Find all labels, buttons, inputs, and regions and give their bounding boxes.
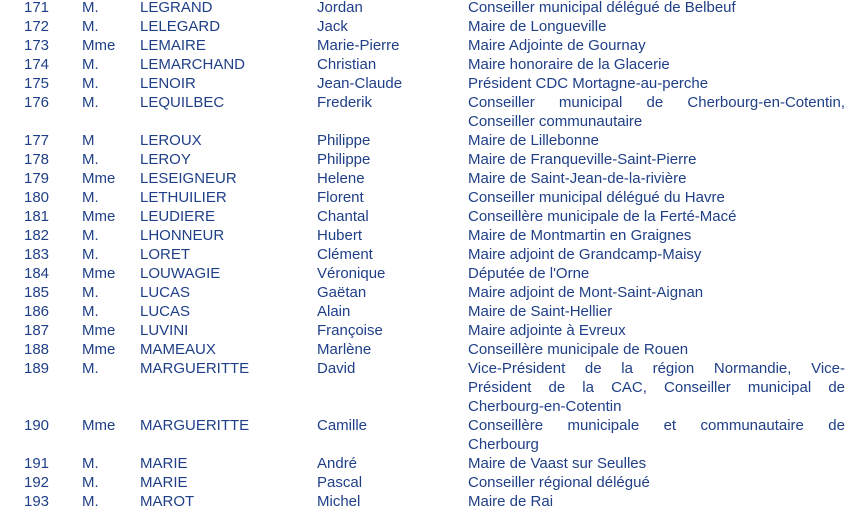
last-name: LESEIGNEUR [140, 170, 237, 187]
first-name: Jean-Claude [317, 75, 403, 92]
function [468, 283, 845, 302]
civility: M. [82, 227, 99, 244]
function-line: Maire de Franqueville-Saint-Pierre [468, 151, 697, 168]
last-name: LEMAIRE [140, 37, 206, 54]
last-name: MAROT [140, 493, 195, 510]
first-name: André [317, 455, 358, 472]
last-name: LENOIR [140, 75, 196, 92]
last-name: MARGUERITTE [140, 360, 250, 377]
first-name: Frederik [317, 94, 373, 111]
row-number: 176 [24, 94, 50, 111]
last-name: LEROY [140, 151, 191, 168]
function [468, 150, 845, 169]
last-name: LETHUILIER [140, 189, 227, 206]
row-number: 190 [24, 417, 50, 434]
row-number: 182 [24, 227, 50, 244]
civility: Mme [82, 417, 116, 434]
first-name: Pascal [317, 474, 363, 491]
function-line: Président de la CAC, Conseiller municipal de [468, 379, 845, 396]
row-number: 180 [24, 189, 50, 206]
row-number: 178 [24, 151, 50, 168]
civility: M [82, 132, 95, 149]
last-name: LEQUILBEC [140, 94, 225, 111]
first-name: Philippe [317, 151, 371, 168]
function [468, 492, 845, 511]
function-line: Cherbourg-en-Cotentin [468, 398, 622, 415]
last-name: LUVINI [140, 322, 189, 339]
first-name: Florent [317, 189, 364, 206]
last-name: LEMARCHAND [140, 56, 246, 73]
row-number: 187 [24, 322, 50, 339]
function-line: Maire de Saint-Jean-de-la-rivière [468, 170, 687, 187]
function-line: Maire de Longueville [468, 18, 607, 35]
first-name: Marie-Pierre [317, 37, 400, 54]
function-line: Président CDC Mortagne-au-perche [468, 75, 709, 92]
function-line: Conseillère municipale de Rouen [468, 341, 689, 358]
function [468, 131, 845, 150]
last-name: LORET [140, 246, 191, 263]
civility: M. [82, 18, 99, 35]
last-name: LEUDIERE [140, 208, 216, 225]
row-number: 189 [24, 360, 50, 377]
function [468, 188, 845, 207]
row-number: 179 [24, 170, 50, 187]
function [468, 0, 845, 17]
function-line: Conseillère municipale et communautaire de [468, 417, 845, 434]
last-name: LEGRAND [140, 0, 213, 16]
civility: Mme [82, 265, 116, 282]
function [468, 359, 845, 416]
function [468, 245, 845, 264]
function-line: Maire de Lillebonne [468, 132, 599, 149]
last-name: MARIE [140, 455, 188, 472]
last-name: LUCAS [140, 303, 191, 320]
first-name: Helene [317, 170, 365, 187]
function [468, 416, 845, 454]
function-line: Maire de Montmartin en Graignes [468, 227, 692, 244]
first-name: David [317, 360, 356, 377]
row-number: 191 [24, 455, 50, 472]
row-number: 174 [24, 56, 50, 73]
civility: M. [82, 493, 99, 510]
civility: M. [82, 246, 99, 263]
civility: M. [82, 0, 99, 16]
row-number: 177 [24, 132, 50, 149]
civility: M. [82, 151, 99, 168]
last-name: LUCAS [140, 284, 191, 301]
first-name: Marlène [317, 341, 372, 358]
row-number: 184 [24, 265, 50, 282]
function-line: Maire adjointe à Evreux [468, 322, 626, 339]
first-name: Christian [317, 56, 377, 73]
first-name: Gaëtan [317, 284, 367, 301]
civility: M. [82, 455, 99, 472]
last-name: LOUWAGIE [140, 265, 221, 282]
function-line: Cherbourg [468, 436, 539, 453]
function [468, 74, 845, 93]
function [468, 454, 845, 473]
function [468, 302, 845, 321]
function-line: Maire Adjointe de Gournay [468, 37, 646, 54]
row-number: 175 [24, 75, 50, 92]
function [468, 340, 845, 359]
first-name: Jordan [317, 0, 363, 16]
function [468, 36, 845, 55]
civility: M. [82, 360, 99, 377]
first-name: Philippe [317, 132, 371, 149]
function [468, 321, 845, 340]
row-number: 185 [24, 284, 50, 301]
civility: Mme [82, 170, 116, 187]
first-name: Véronique [317, 265, 386, 282]
row-number: 183 [24, 246, 50, 263]
function [468, 207, 845, 226]
function [468, 473, 845, 492]
first-name: Françoise [317, 322, 383, 339]
civility: M. [82, 75, 99, 92]
first-name: Camille [317, 417, 368, 434]
first-name: Chantal [317, 208, 369, 225]
row-number: 171 [24, 0, 50, 16]
civility: Mme [82, 341, 116, 358]
first-name: Jack [317, 18, 348, 35]
function-line: Maire de Vaast sur Seulles [468, 455, 647, 472]
function [468, 169, 845, 188]
last-name: MAMEAUX [140, 341, 216, 358]
function-line: Conseillère municipale de la Ferté-Macé [468, 208, 737, 225]
civility: Mme [82, 37, 116, 54]
function [468, 226, 845, 245]
row-number: 193 [24, 493, 50, 510]
function-line: Vice-Président de la région Normandie, Vice- [468, 360, 845, 377]
function-line: Maire adjoint de Grandcamp-Maisy [468, 246, 702, 263]
row-number: 186 [24, 303, 50, 320]
function-line: Députée de l'Orne [468, 265, 590, 282]
function-line: Conseiller municipal délégué de Belbeuf [468, 0, 736, 16]
function [468, 264, 845, 283]
row-number: 173 [24, 37, 50, 54]
function-line: Maire de Saint-Hellier [468, 303, 613, 320]
last-name: LELEGARD [140, 18, 221, 35]
first-name: Hubert [317, 227, 363, 244]
first-name: Alain [317, 303, 351, 320]
row-number: 192 [24, 474, 50, 491]
row-number: 188 [24, 341, 50, 358]
function-line: Conseiller régional délégué [468, 474, 650, 491]
last-name: MARGUERITTE [140, 417, 250, 434]
function-line: Maire honoraire de la Glacerie [468, 56, 670, 73]
function [468, 17, 845, 36]
civility: M. [82, 303, 99, 320]
function [468, 55, 845, 74]
function-line: Maire de Rai [468, 493, 554, 510]
first-name: Clément [317, 246, 373, 263]
last-name: LHONNEUR [140, 227, 225, 244]
civility: M. [82, 56, 99, 73]
row-number: 181 [24, 208, 50, 225]
function-line: Conseiller municipal délégué du Havre [468, 189, 725, 206]
first-name: Michel [317, 493, 361, 510]
last-name: MARIE [140, 474, 188, 491]
civility: M. [82, 94, 99, 111]
function [468, 93, 845, 131]
civility: Mme [82, 208, 116, 225]
civility: M. [82, 474, 99, 491]
civility: Mme [82, 322, 116, 339]
function-line: Conseiller municipal de Cherbourg-en-Cotentin, [468, 94, 845, 111]
last-name: LEROUX [140, 132, 202, 149]
function-line: Conseiller communautaire [468, 113, 643, 130]
function-line: Maire adjoint de Mont-Saint-Aignan [468, 284, 704, 301]
row-number: 172 [24, 18, 50, 35]
civility: M. [82, 284, 99, 301]
civility: M. [82, 189, 99, 206]
